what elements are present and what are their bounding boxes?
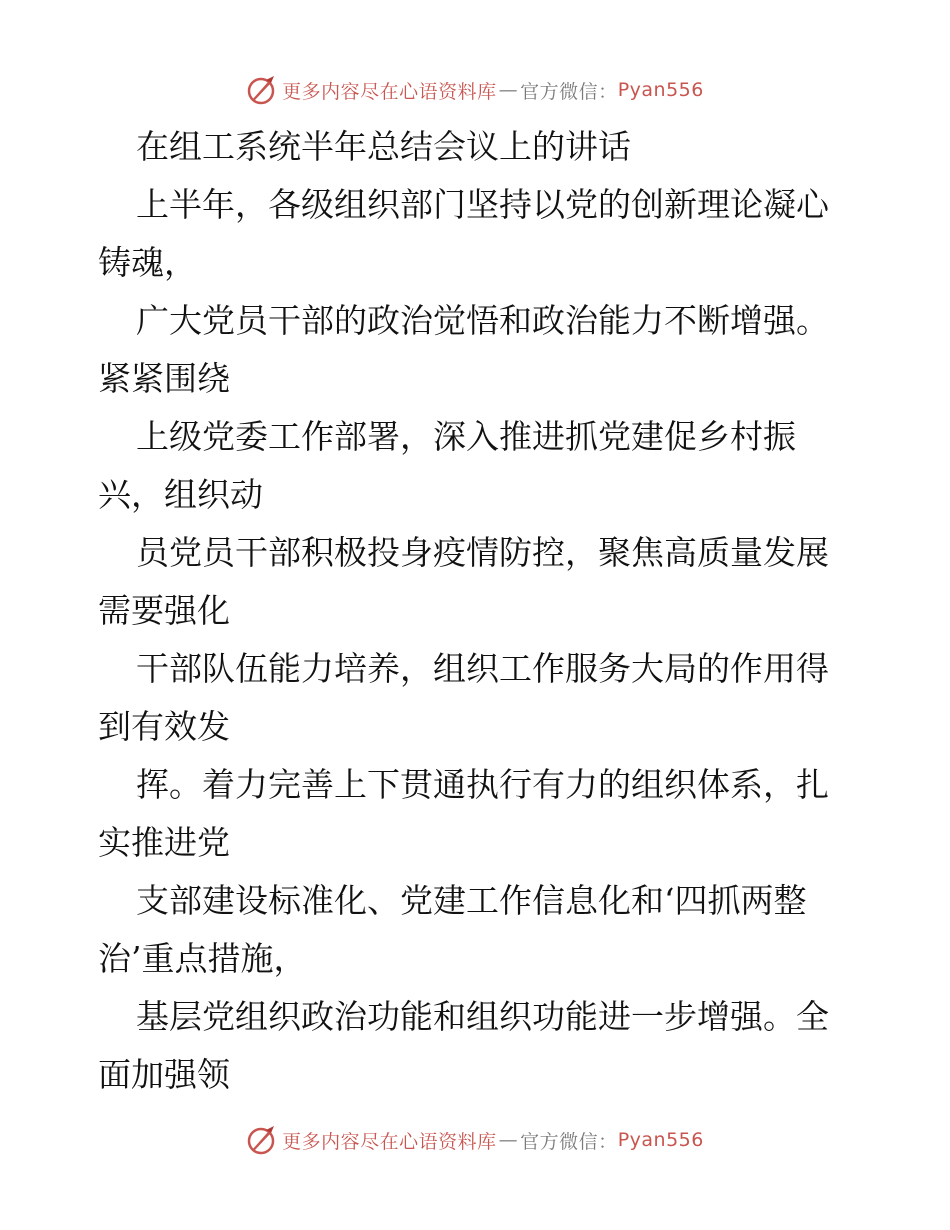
text-line: 需要强化 [98, 591, 230, 630]
watermark-dash: — [498, 1129, 519, 1151]
text-line: 实推进党 [98, 823, 230, 862]
watermark-dash: — [498, 79, 519, 101]
text-line: 在组工系统半年总结会议上的讲话 [136, 127, 631, 166]
text-line: 支部建设标准化、党建工作信息化和‘四抓两整 [136, 881, 807, 920]
watermark-wechat-id: Pyan556 [617, 1129, 704, 1151]
text-line: 员党员干部积极投身疫情防控，聚焦高质量发展 [136, 533, 829, 572]
watermark-prefix: 更多内容尽在心语资料库 [282, 80, 497, 103]
watermark-label: 官方微信： [520, 1130, 618, 1153]
text-line: 干部队伍能力培养，组织工作服务大局的作用得 [136, 649, 829, 688]
watermark-prefix: 更多内容尽在心语资料库 [282, 1130, 497, 1153]
text-line: 紧紧围绕 [98, 359, 230, 398]
text-line: 基层党组织政治功能和组织功能进一步增强。全 [136, 997, 829, 1036]
text-line: 面加强领 [98, 1055, 230, 1094]
text-line: 挥。着力完善上下贯通执行有力的组织体系，扎 [136, 765, 829, 804]
watermark-label: 官方微信： [520, 80, 618, 103]
text-line: 兴，组织动 [98, 475, 263, 514]
text-line: 广大党员干部的政治觉悟和政治能力不断增强。 [136, 301, 829, 340]
text-line: 治’重点措施， [98, 939, 307, 978]
text-line: 上级党委工作部署，深入推进抓党建促乡村振 [136, 417, 796, 456]
document-body [98, 118, 858, 1104]
watermark-footer [0, 1120, 950, 1160]
text-line: 上半年，各级组织部门坚持以党的创新理论凝心 [136, 185, 829, 224]
quill-logo-icon [246, 74, 278, 106]
text-line: 到有效发 [98, 707, 230, 746]
watermark-header [0, 70, 950, 110]
watermark-wechat-id: Pyan556 [617, 79, 704, 101]
text-line: 铸魂， [98, 243, 197, 282]
quill-logo-icon [246, 1124, 278, 1156]
